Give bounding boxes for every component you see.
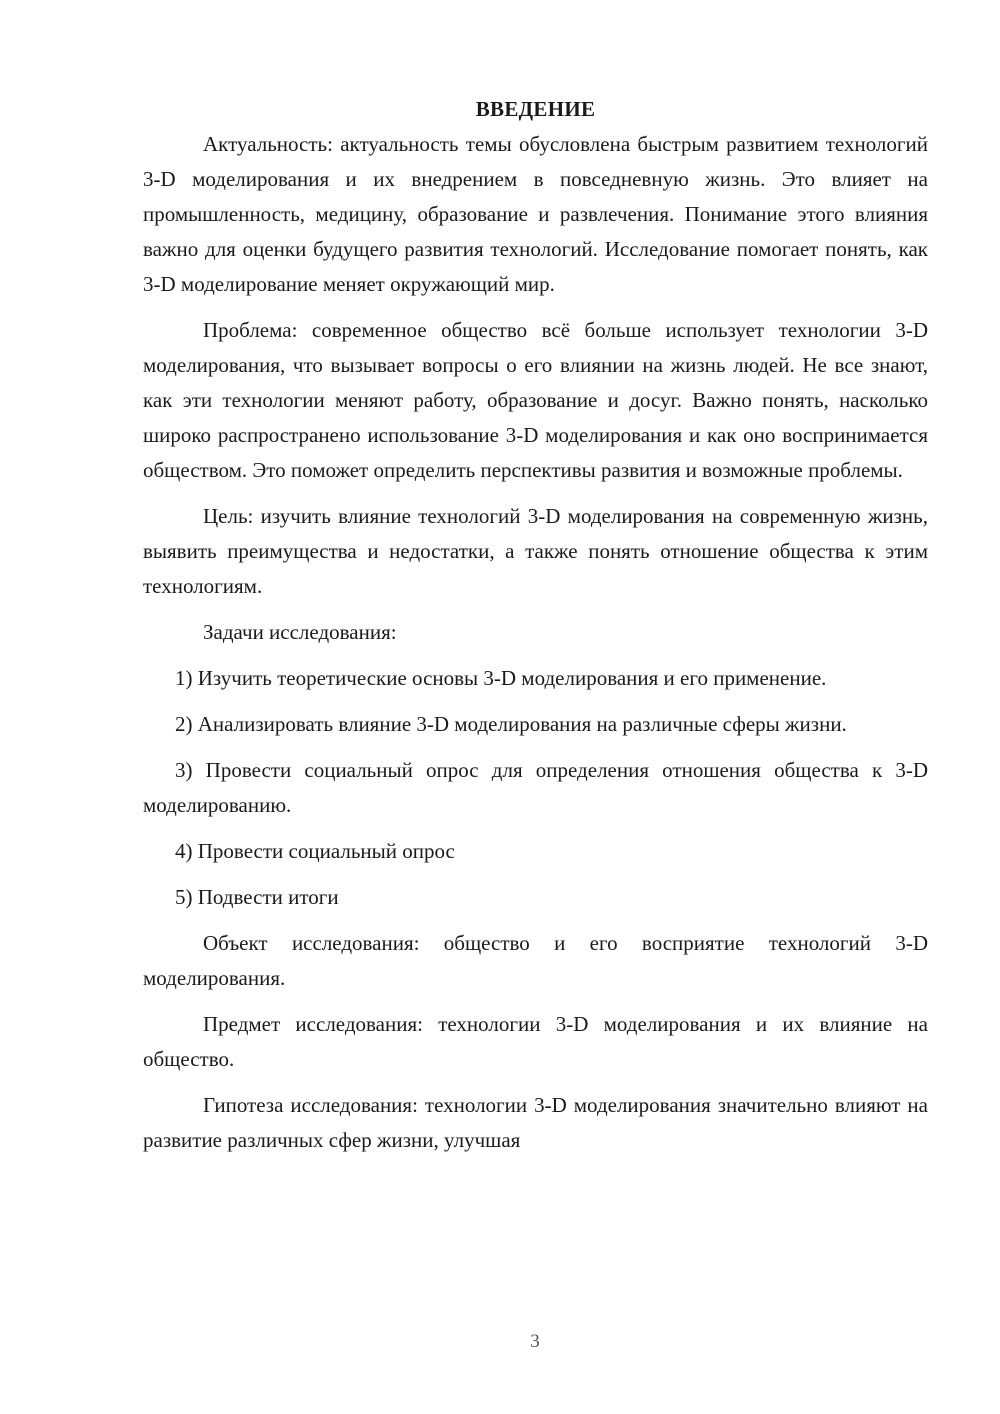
tasks-heading: Задачи исследования: [203,620,397,644]
section-title: ВВЕДЕНИЕ [475,97,596,121]
task-item-2: 2) Анализировать влияние 3-D моделирования на различные сферы жизни. [175,712,847,736]
task-item-1: 1) Изучить теоретические основы 3-D моделирования и его применение. [175,666,827,690]
hypothesis-paragraph: Гипотеза исследования: технологии 3-D моделирования значительно влияют на развитие различных сфер жизни, улучшая [143,1093,928,1152]
task-item-3: 3) Провести социальный опрос для определения отношения общества к 3-D моделированию. [143,758,928,817]
task-item-4: 4) Провести социальный опрос [175,839,455,863]
problem-paragraph: Проблема: современное общество всё больше использует технологии 3-D моделирования, что вызывает вопросы о его влиянии на жизнь людей. Не все знают, как эти технологии меняют работу, образование и досуг. Важно понять, насколько широко распространено использование 3-D моделирования и как оно воспринимается обществом. Это поможет определить перспективы развития и возможные проблемы. [143,318,928,482]
relevance-paragraph: Актуальность: актуальность темы обусловлена быстрым развитием технологий 3-D моделирования и их внедрением в повседневную жизнь. Это влияет на промышленность, медицину, образование и развлечения. Понимание этого влияния важно для оценки будущего развития технологий. Исследование помогает понять, как 3-D моделирование меняет окружающий мир. [143,132,928,296]
subject-paragraph: Предмет исследования: технологии 3-D моделирования и их влияние на общество. [143,1012,928,1071]
page-body [143,92,928,1169]
page-number: 3 [530,1331,540,1352]
object-paragraph: Объект исследования: общество и его восприятие технологий 3-D моделирования. [143,931,928,990]
goal-paragraph: Цель: изучить влияние технологий 3-D моделирования на современную жизнь, выявить преимущества и недостатки, а также понять отношение общества к этим технологиям. [143,504,928,598]
task-item-5: 5) Подвести итоги [175,885,339,909]
